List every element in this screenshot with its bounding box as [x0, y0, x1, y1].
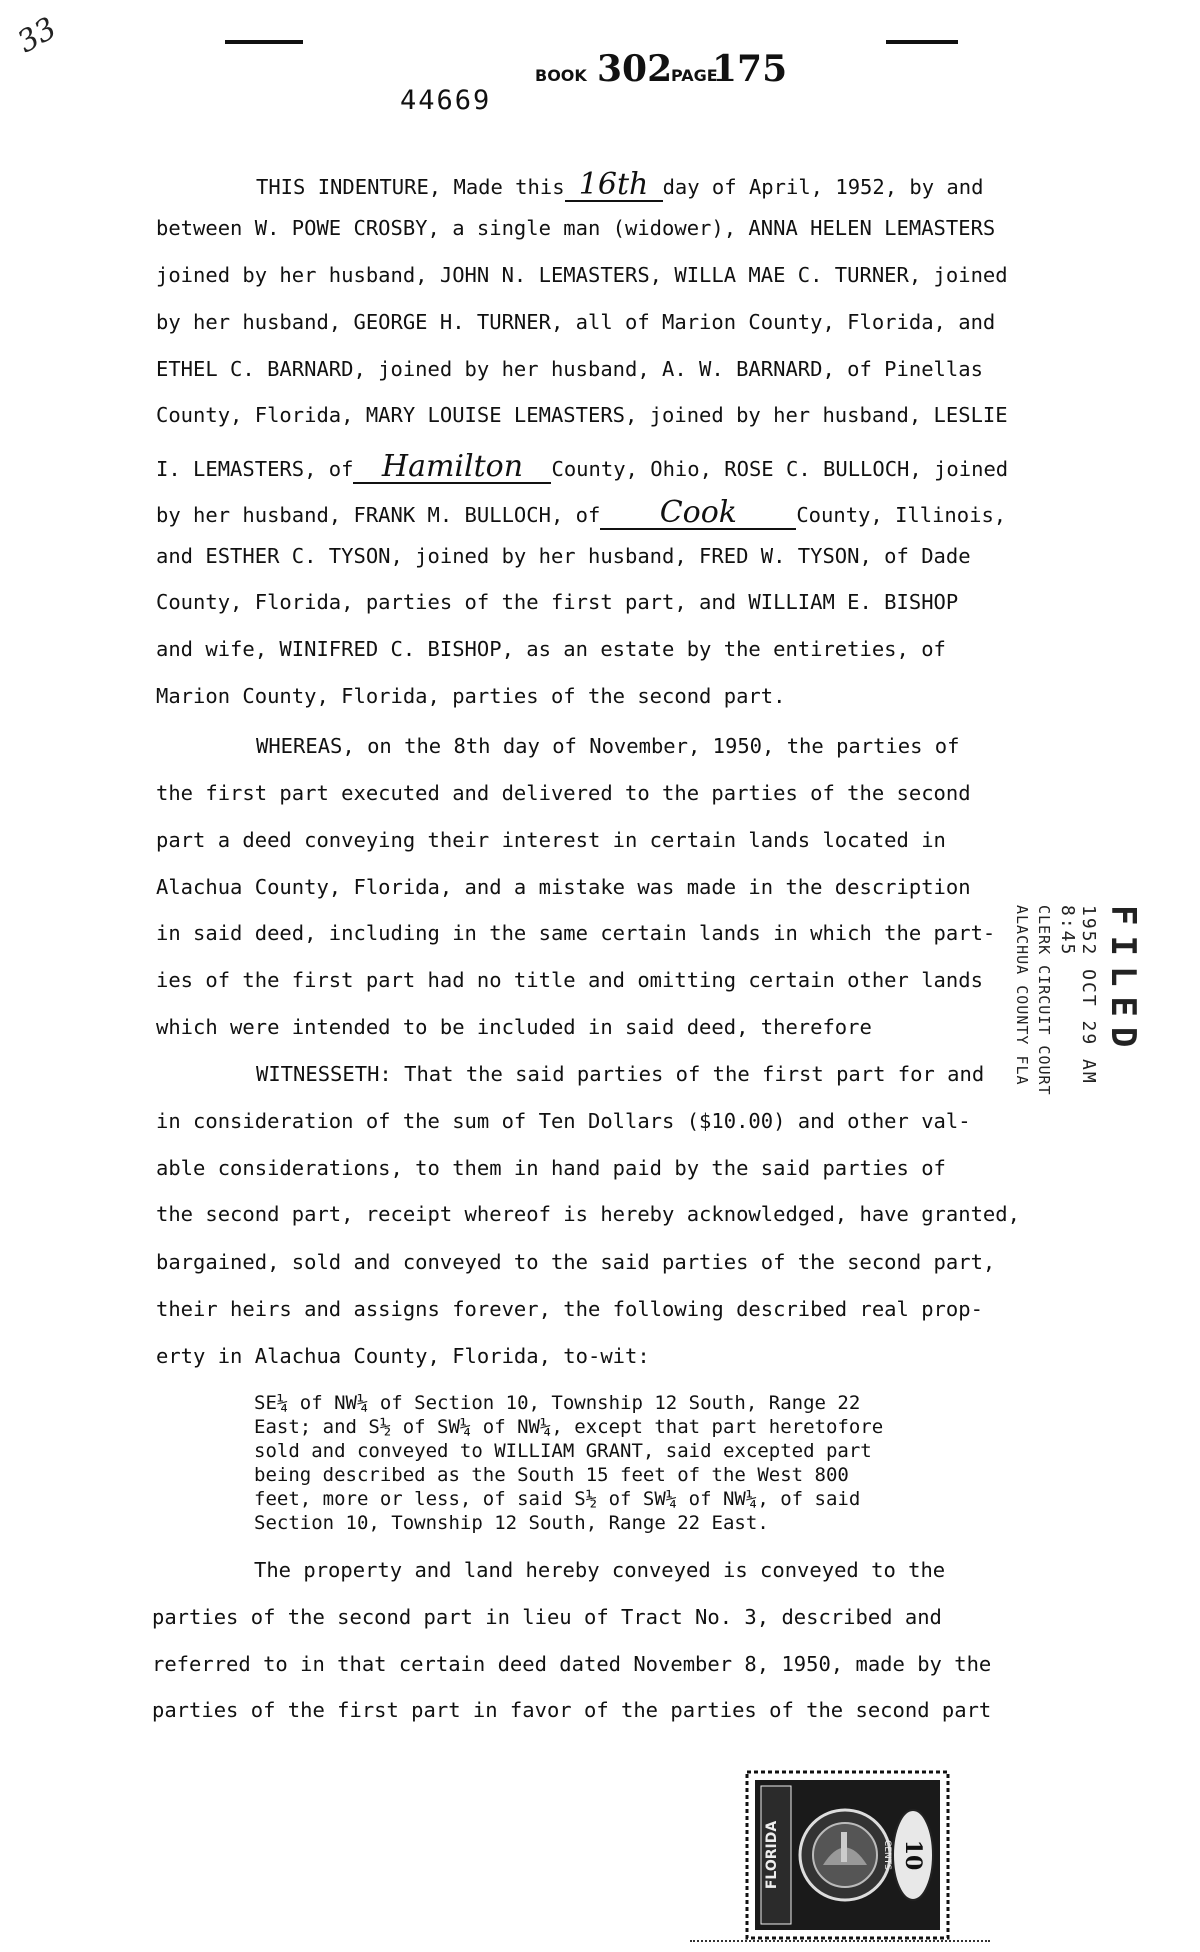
whereas-line-5: in said deed, including in the same certain lands in which the part- — [156, 921, 996, 945]
intro-text: I. LEMASTERS, of — [156, 457, 354, 481]
filed-stamp — [993, 905, 1143, 1105]
handwritten-county-hamilton: Hamilton — [353, 452, 551, 484]
florida-tax-stamp — [745, 1770, 950, 1940]
intro-text: County, Ohio, ROSE C. BULLOCH, joined — [551, 457, 1009, 481]
tax-stamp-state: FLORIDA — [764, 1820, 780, 1890]
description-line-4: being described as the South 15 feet of the West 800 — [254, 1464, 849, 1486]
intro-text: by her husband, FRANK M. BULLOCH, of — [156, 503, 601, 527]
filed-stamp-word: FILED — [1103, 905, 1143, 1058]
whereas-line-4: Alachua County, Florida, and a mistake was made in the description — [156, 875, 971, 899]
intro-line-3: joined by her husband, JOHN N. LEMASTERS, WILLA MAE C. TURNER, joined — [156, 263, 1008, 287]
closing-line-4: parties of the first part in favor of the parties of the second part — [152, 1698, 992, 1722]
tax-stamp-denomination: 10 — [900, 1839, 926, 1871]
handwritten-day: 16th — [565, 170, 663, 202]
intro-line-12: Marion County, Florida, parties of the second part. — [156, 684, 786, 708]
intro-text: County, Illinois, — [796, 503, 1007, 527]
witnesseth-line-4: the second part, receipt whereof is hereby acknowledged, have granted, — [156, 1202, 1020, 1226]
page-label: PAGE — [671, 66, 718, 85]
intro-text: day of April, 1952, by and — [662, 175, 984, 199]
book-label: BOOK — [535, 66, 587, 85]
header-dash-right — [886, 40, 958, 44]
intro-line-1 — [256, 167, 984, 202]
whereas-line-2: the first part executed and delivered to the parties of the second — [156, 781, 971, 805]
closing-line-2: parties of the second part in lieu of Tract No. 3, described and — [152, 1605, 942, 1629]
witnesseth-line-1: WITNESSETH: That the said parties of the first part for and — [256, 1062, 985, 1086]
tax-stamp-graphic — [745, 1770, 950, 1940]
tax-stamp-unit: CENTS — [882, 1840, 892, 1870]
description-line-1: SE¼ of NW¼ of Section 10, Township 12 South, Range 22 — [254, 1392, 861, 1414]
corner-handwritten-note: 33 — [11, 10, 63, 61]
witnesseth-line-6: their heirs and assigns forever, the following described real prop- — [156, 1297, 983, 1321]
intro-line-6: County, Florida, MARY LOUISE LEMASTERS, joined by her husband, LESLIE — [156, 403, 1008, 427]
witnesseth-line-5: bargained, sold and conveyed to the said parties of the second part, — [156, 1250, 996, 1274]
whereas-line-1: WHEREAS, on the 8th day of November, 1950, the parties of — [256, 734, 960, 758]
intro-text: THIS INDENTURE, Made this — [256, 175, 565, 199]
handwritten-county-cook: Cook — [600, 498, 796, 530]
filed-stamp-clerk: CLERK CIRCUIT COURT — [1035, 905, 1053, 1096]
whereas-line-3: part a deed conveying their interest in certain lands located in — [156, 828, 946, 852]
description-line-6: Section 10, Township 12 South, Range 22 East. — [254, 1512, 769, 1534]
whereas-line-6: ies of the first part had no title and omitting certain other lands — [156, 968, 983, 992]
description-line-3: sold and conveyed to WILLIAM GRANT, said excepted part — [254, 1440, 872, 1462]
filed-stamp-date: 1952 OCT 29 AM 8:45 — [1057, 905, 1099, 1085]
intro-line-8 — [156, 495, 1007, 530]
filed-stamp-county: ALACHUA COUNTY FLA — [1013, 905, 1031, 1086]
description-line-2: East; and S½ of SW¼ of NW¼, except that part heretofore — [254, 1416, 884, 1438]
intro-line-11: and wife, WINIFRED C. BISHOP, as an estate by the entireties, of — [156, 637, 946, 661]
description-line-5: feet, more or less, of said S½ of SW¼ of NW¼, of said — [254, 1488, 861, 1510]
intro-line-10: County, Florida, parties of the first part, and WILLIAM E. BISHOP — [156, 590, 959, 614]
witnesseth-line-2: in consideration of the sum of Ten Dollars ($10.00) and other val- — [156, 1109, 971, 1133]
book-number: 302 — [597, 48, 673, 90]
closing-line-1: The property and land hereby conveyed is conveyed to the — [254, 1558, 946, 1582]
intro-line-5: ETHEL C. BARNARD, joined by her husband, A. W. BARNARD, of Pinellas — [156, 357, 983, 381]
closing-line-3: referred to in that certain deed dated November 8, 1950, made by the — [152, 1652, 992, 1676]
witnesseth-line-7: erty in Alachua County, Florida, to-wit: — [156, 1344, 650, 1368]
intro-line-4: by her husband, GEORGE H. TURNER, all of Marion County, Florida, and — [156, 310, 996, 334]
perforation-marks — [690, 1940, 990, 1946]
intro-line-9: and ESTHER C. TYSON, joined by her husband, FRED W. TYSON, of Dade — [156, 544, 971, 568]
whereas-line-7: which were intended to be included in said deed, therefore — [156, 1015, 872, 1039]
witnesseth-line-3: able considerations, to them in hand paid by the said parties of — [156, 1156, 946, 1180]
intro-line-2: between W. POWE CROSBY, a single man (widower), ANNA HELEN LEMASTERS — [156, 216, 996, 240]
intro-line-7 — [156, 449, 1009, 484]
page-number: 175 — [712, 48, 788, 90]
header-dash-left — [225, 40, 303, 44]
document-number: 44669 — [400, 85, 492, 116]
